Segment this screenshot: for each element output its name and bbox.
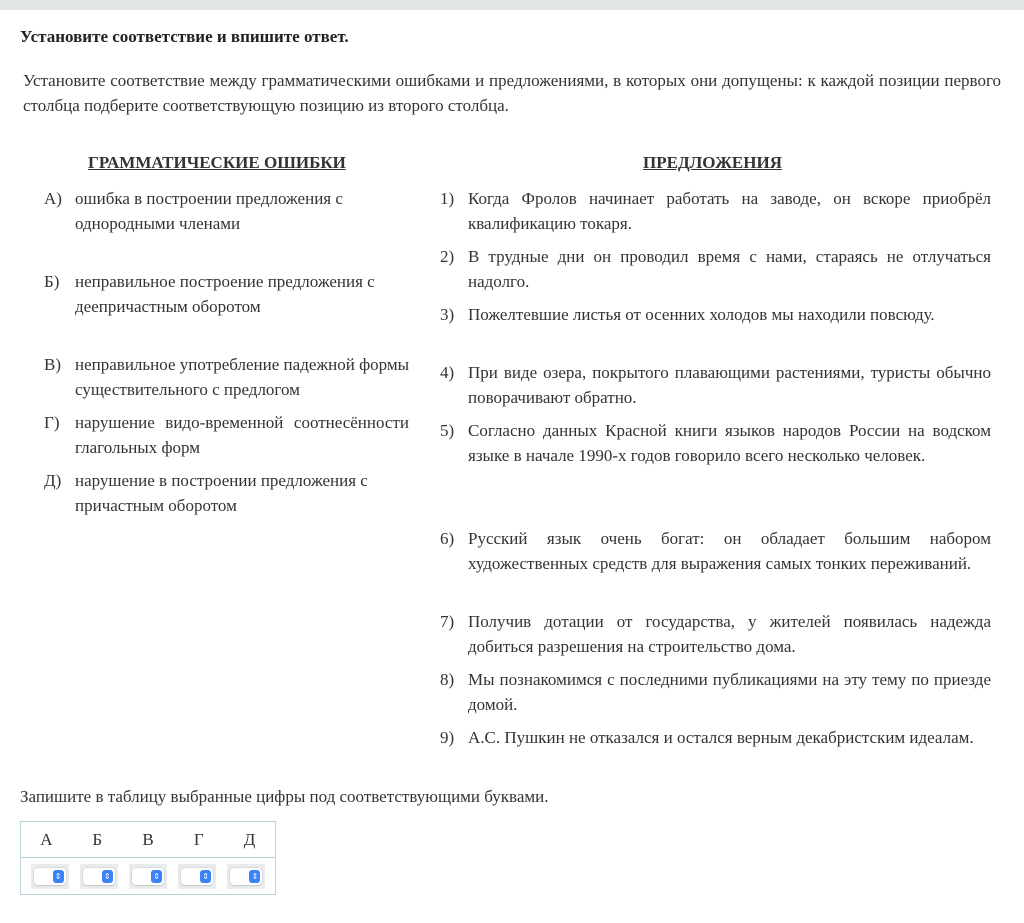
updown-chevron-icon: ⇕ [151, 870, 162, 883]
item-text: При виде озера, покрытого плавающими растениями, туристы обычно поворачивают обратно. [468, 363, 991, 407]
item-marker: Б) [44, 272, 60, 291]
sentence-item-2 [440, 244, 991, 294]
item-marker: 9) [440, 728, 455, 747]
item-marker: 6) [440, 529, 455, 548]
answer-column-b: Б [92, 830, 103, 849]
answer-select-row [21, 858, 275, 889]
answer-cell-d [227, 864, 265, 889]
item-text: ошибка в построении предложения с однородными членами [75, 189, 343, 233]
item-marker: 1) [440, 189, 455, 208]
answer-column-g: Г [193, 830, 204, 849]
item-text: нарушение видо-временной соотнесённости глагольных форм [75, 413, 409, 457]
item-text: Получив дотации от государства, у жителей появилась надежда добиться разрешения на строительство дома. [468, 612, 991, 656]
item-text: Согласно данных Красной книги языков народов России на водском языке в начале 1990-х годов говорило всего несколько человек. [468, 421, 991, 465]
item-text: Мы познакомимся с последними публикациями на эту тему по приезде домой. [468, 670, 991, 714]
updown-chevron-icon: ⇕ [53, 870, 64, 883]
item-marker: 7) [440, 612, 455, 631]
item-marker: 2) [440, 247, 455, 266]
sentence-item-7 [440, 609, 991, 659]
item-text: нарушение в построении предложения с причастным оборотом [75, 471, 368, 515]
answer-column-a: А [40, 830, 53, 849]
error-item-g [44, 410, 409, 460]
item-text: Русский язык очень богат: он обладает большим набором художественных средств для выражения самых тонких переживаний. [468, 529, 991, 573]
answer-select-a[interactable] [34, 868, 66, 885]
answer-cell-a [31, 864, 69, 889]
answer-select-b[interactable] [83, 868, 115, 885]
item-text: В трудные дни он проводил время с нами, стараясь не отлучаться надолго. [468, 247, 991, 291]
sentence-item-6 [440, 526, 991, 576]
error-item-v [44, 352, 409, 402]
item-marker: Д) [44, 471, 62, 490]
updown-chevron-icon: ⇕ [200, 870, 211, 883]
answer-table [20, 821, 276, 895]
answer-cell-b [80, 864, 118, 889]
error-item-a [44, 186, 409, 236]
item-text: Пожелтевшие листья от осенних холодов мы находили повсюду. [468, 305, 935, 324]
item-marker: 8) [440, 670, 455, 689]
item-marker: А) [44, 189, 62, 208]
answer-instructions: Запишите в таблицу выбранные цифры под соответствующими буквами. [20, 787, 549, 806]
errors-column-header: ГРАММАТИЧЕСКИЕ ОШИБКИ [88, 153, 346, 172]
sentence-item-9 [440, 725, 991, 750]
item-marker: Г) [44, 413, 60, 432]
sentence-item-5 [440, 418, 991, 468]
sentence-item-8 [440, 667, 991, 717]
task-title: Установите соответствие и впишите ответ. [20, 27, 349, 46]
item-marker: 4) [440, 363, 455, 382]
answer-select-d[interactable] [230, 868, 262, 885]
task-instructions: Установите соответствие между грамматическими ошибками и предложениями, в которых они допущены: к каждой позиции первого столбца подберите соответствующую позицию из второго столбца. [23, 71, 1001, 115]
item-text: неправильное построение предложения с деепричастным оборотом [75, 272, 375, 316]
item-marker: 3) [440, 305, 455, 324]
answer-column-d: Д [243, 830, 256, 849]
updown-chevron-icon: ⇕ [102, 870, 113, 883]
answer-select-v[interactable] [132, 868, 164, 885]
answer-column-v: В [142, 830, 154, 849]
error-item-d [44, 468, 409, 518]
sentences-column-header: ПРЕДЛОЖЕНИЯ [643, 153, 782, 172]
item-marker: 5) [440, 421, 455, 440]
top-bar [0, 0, 1024, 10]
item-text: неправильное употребление падежной формы существительного с предлогом [75, 355, 410, 399]
updown-chevron-icon: ⇕ [249, 870, 260, 883]
item-text: Когда Фролов начинает работать на заводе, он вскоре приобрёл квалификацию токаря. [468, 189, 991, 233]
sentence-item-3 [440, 302, 991, 327]
error-item-b [44, 269, 409, 319]
answer-cell-g [178, 864, 216, 889]
sentence-item-4 [440, 360, 991, 410]
item-marker: В) [44, 355, 61, 374]
answer-table-header [21, 822, 275, 858]
answer-cell-v [129, 864, 167, 889]
item-text: А.С. Пушкин не отказался и остался верным декабристским идеалам. [468, 728, 974, 747]
sentence-item-1 [440, 186, 991, 236]
answer-select-g[interactable] [181, 868, 213, 885]
